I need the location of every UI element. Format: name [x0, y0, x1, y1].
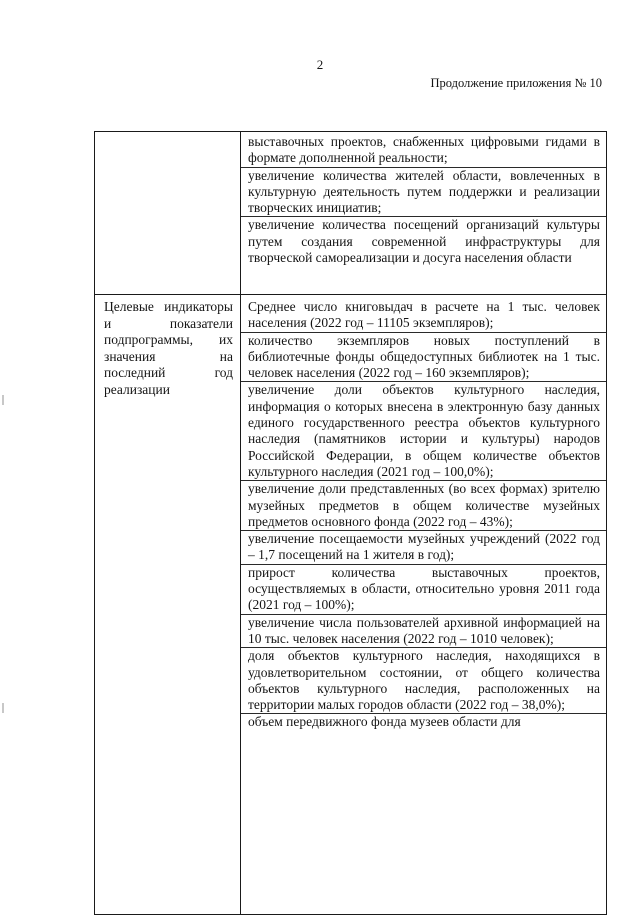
- scan-artifact: [2, 703, 4, 713]
- list-item: Среднее число книговыдач в расчете на 1 тыс. человек населения (2022 год – 11105 экземпляров);: [241, 295, 606, 333]
- list-item: доля объектов культурного наследия, находящихся в удовлетворительном состоянии, от общего количества объектов культурного наследия, расположенных на территории малых городов области (2022 год – 38,0%);: [241, 648, 606, 714]
- table-cell-content: [241, 132, 607, 295]
- table-cell-empty: [95, 132, 241, 295]
- list-item: объем передвижного фонда музеев области для: [248, 714, 521, 730]
- list-item: количество экземпляров новых поступлений в библиотечные фонды общедоступных библиотек на 1 тыс. человек населения (2022 год – 160 экземпляров);: [241, 333, 606, 383]
- list-item: прирост количества выставочных проектов, осуществляемых в области, относительно уровня 2011 года (2021 год – 100%);: [241, 565, 606, 615]
- list-item: увеличение количества жителей области, вовлеченных в культурную деятельность путем поддержки и реализации творческих инициатив;: [241, 168, 606, 218]
- list-item: увеличение доли представленных (во всех формах) зрителю музейных предметов в общем количестве музейных предметов основного фонда (2022 год – 43%);: [241, 481, 606, 531]
- list-item: увеличение посещаемости музейных учреждений (2022 год – 1,7 посещений на 1 жителя в год);: [241, 531, 606, 565]
- table-row-continuation: [95, 132, 607, 295]
- scan-artifact: [2, 395, 4, 405]
- table-row-target-indicators: [95, 295, 607, 915]
- table-cell-content: [241, 295, 607, 915]
- program-table: [94, 131, 607, 915]
- list-item: увеличение количества посещений организаций культуры путем создания современной инфраструктуры для творческой самореализации и досуга населения области: [248, 217, 600, 266]
- table-cell-label: [95, 295, 241, 915]
- list-item: выставочных проектов, снабженных цифровыми гидами в формате дополненной реальности;: [241, 132, 606, 168]
- list-item: увеличение числа пользователей архивной информацией на 10 тыс. человек населения (2022 год – 1010 человек);: [241, 615, 606, 649]
- row-label: Целевые индикаторы и показатели подпрограммы, их значения на последний год реализации: [104, 299, 233, 397]
- appendix-continuation-note: Продолжение приложения № 10: [430, 76, 602, 90]
- page-number: 2: [316, 57, 324, 72]
- list-item: увеличение доли объектов культурного наследия, информация о которых внесена в электронную базу данных единого государственного реестра объектов культурного наследия (памятников истории и культуры) народов Российской Федерации, в общем количестве объектов культурного наследия (2021 год – 100,0%);: [241, 382, 606, 481]
- row-label: [95, 132, 240, 136]
